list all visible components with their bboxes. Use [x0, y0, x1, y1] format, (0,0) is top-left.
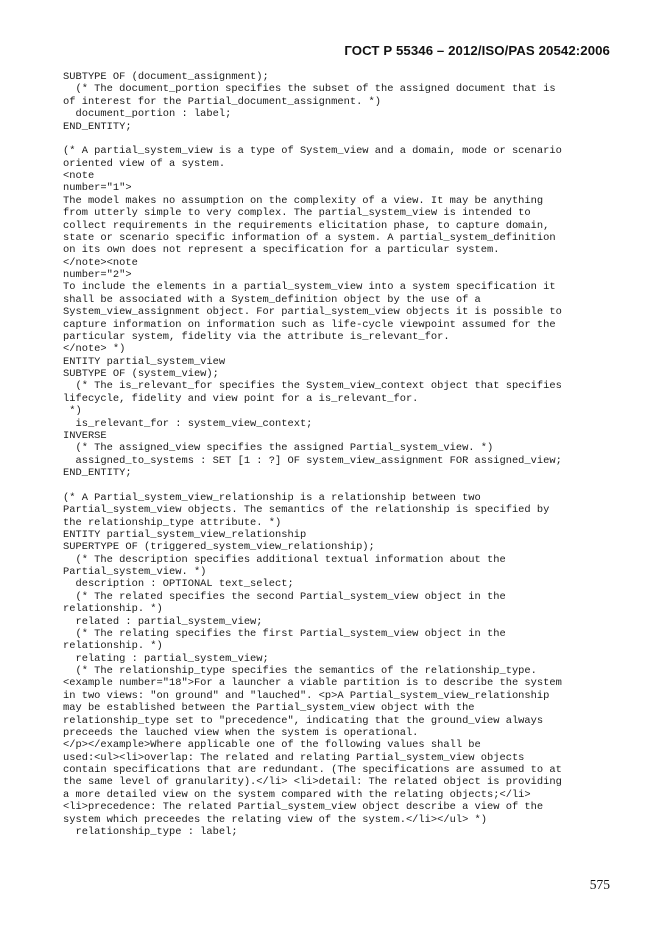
code-line: is_relevant_for : system_view_context; [63, 417, 313, 430]
code-line: contain specifications that are redundant. (The specifications are assumed to at [63, 764, 562, 776]
code-line: ENTITY partial_system_view_relationship [63, 528, 307, 541]
code-line: collect requirements in the requirements elicitation phase, to capture domain, [63, 219, 550, 232]
code-line: lifecycle, fidelity and view point for a is_relevant_for. [63, 392, 419, 405]
code-line: related : partial_system_view; [63, 615, 263, 628]
code-line: INVERSE [63, 429, 107, 442]
code-line: capture information on information such as life-cycle viewpoint assumed for the [63, 318, 556, 331]
code-line: description : OPTIONAL text_select; [63, 578, 294, 591]
code-line: (* The assigned_view specifies the assigned Partial_system_view. *) [63, 442, 494, 455]
code-line: (* The is_relevant_for specifies the System_view_context object that specifies [63, 380, 562, 393]
code-line: (* A Partial_system_view_relationship is a relationship between two [63, 491, 481, 504]
code-line: ENTITY partial_system_view [63, 355, 226, 368]
code-line: SUPERTYPE OF (triggered_system_view_relationship); [63, 541, 375, 554]
code-line: </note> *) [63, 343, 126, 356]
code-line: number="1"> [63, 182, 132, 195]
code-line: END_ENTITY; [63, 467, 132, 479]
code-line: document_portion : label; [63, 108, 232, 121]
code-line: system which preceedes the relating view of the system.</li></ul> *) [63, 813, 488, 826]
code-line: on its own does not represent a specification for a particular system. [63, 244, 500, 257]
code-line: System_view_assignment object. For partial_system_view objects it is possible to [63, 306, 562, 319]
code-line: the same level of granularity).</li> <li>detail: The related object is providing [63, 776, 562, 789]
code-line: relationship_type : label; [63, 825, 238, 838]
page-number: 575 [589, 877, 610, 892]
code-line: of interest for the Partial_document_assignment. *) [63, 95, 382, 108]
code-line: </p></example>Where applicable one of the following values shall be [63, 739, 481, 752]
code-line: particular system, fidelity via the attribute is_relevant_for. [63, 330, 450, 343]
code-line: number="2"> [63, 269, 132, 281]
code-line: may be established between the Partial_system_view object with the [63, 702, 475, 715]
code-line: </note><note [63, 256, 138, 269]
code-line: SUBTYPE OF (system_view); [63, 368, 219, 380]
code-line: a more detailed view on the system compared with the relating objects;</li> [63, 788, 531, 801]
code-line: shall be associated with a System_definition object by the use of a [63, 293, 481, 306]
code-line: in two views: "on ground" and "lauched". <p>A Partial_system_view_relationship [63, 689, 550, 702]
code-line: (* The description specifies additional textual information about the [63, 553, 506, 566]
code-line: (* The related specifies the second Partial_system_view object in the [63, 590, 506, 603]
code-line: The model makes no assumption on the complexity of a view. It may be anything [63, 194, 544, 207]
code-line: preceeds the lauched view when the system is operational. [63, 726, 419, 739]
code-line: assigned_to_systems : SET [1 : ?] OF system_view_assignment FOR assigned_view; [63, 454, 562, 467]
blank-line [63, 133, 623, 145]
code-line: (* The document_portion specifies the subset of the assigned document that is [63, 83, 556, 96]
code-line: SUBTYPE OF (document_assignment); [63, 71, 269, 83]
code-line: relating : partial_system_view; [63, 652, 269, 665]
code-line: relationship_type set to "precedence", indicating that the ground_view always [63, 714, 544, 727]
code-line: from utterly simple to very complex. The partial_system_view is intended to [63, 207, 531, 220]
code-line: <example number="18">For a launcher a viable partition is to describe the system [63, 677, 562, 690]
code-line: used:<ul><li>overlap: The related and relating Partial_system_view objects [63, 751, 525, 764]
code-line: the relationship_type attribute. *) [63, 516, 282, 529]
code-line: (* The relationship_type specifies the semantics of the relationship_type. [63, 665, 537, 677]
code-line: To include the elements in a partial_system_view into a system specification it [63, 281, 556, 294]
code-line: (* A partial_system_view is a type of System_view and a domain, mode or scenario [63, 145, 562, 158]
code-line: *) [63, 405, 82, 418]
page-header: ГОСТ Р 55346 – 2012/ISO/PAS 20542:2006 [344, 43, 610, 58]
code-line: relationship. *) [63, 640, 163, 653]
code-line: <li>precedence: The related Partial_system_view object describe a view of the [63, 801, 544, 814]
code-line: END_ENTITY; [63, 120, 132, 133]
blank-line [63, 479, 623, 491]
code-line: (* The relating specifies the first Partial_system_view object in the [63, 627, 506, 640]
code-line: oriented view of a system. [63, 157, 226, 170]
code-line: state or scenario specific information of a system. A partial_system_definition [63, 231, 556, 244]
code-line: Partial_system_view objects. The semantics of the relationship is specified by [63, 504, 550, 517]
code-line: relationship. *) [63, 603, 163, 616]
code-line: <note [63, 170, 95, 182]
document-body [63, 71, 623, 838]
code-line: Partial_system_view. *) [63, 566, 207, 578]
